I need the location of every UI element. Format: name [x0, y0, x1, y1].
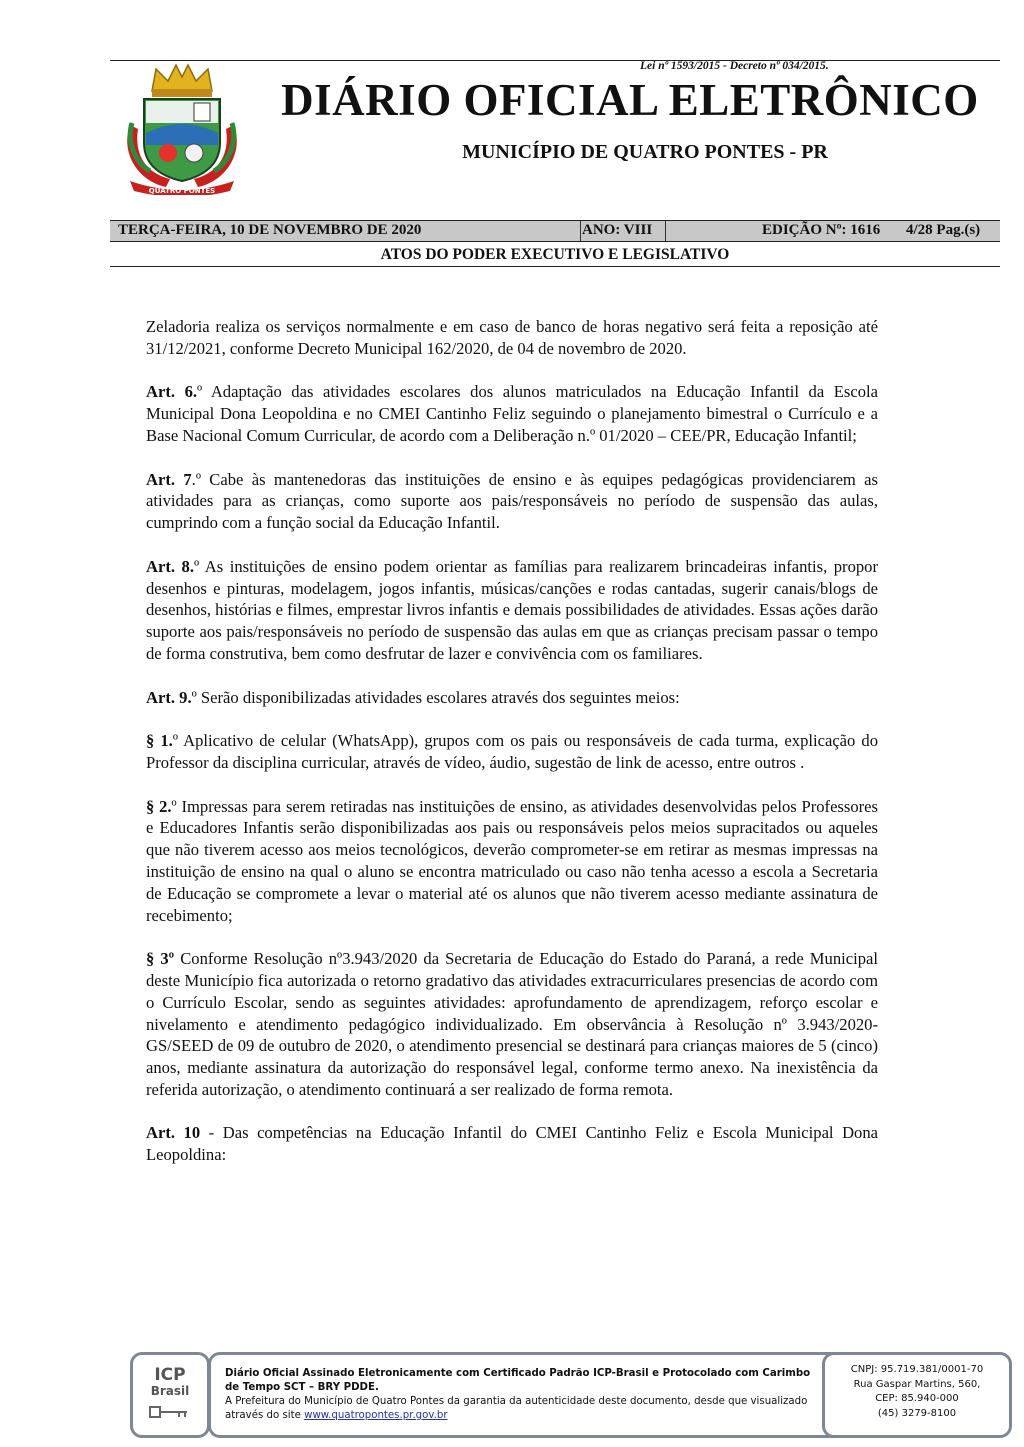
article-label: Art. 7	[146, 469, 192, 489]
icp-logo-subtext: Brasil	[150, 1384, 190, 1398]
divider	[665, 221, 666, 241]
paragraph	[146, 948, 878, 1101]
icp-brasil-logo	[130, 1352, 210, 1438]
section-title: ATOS DO PODER EXECUTIVO E LEGISLATIVO	[380, 246, 730, 263]
key-icon	[149, 1405, 191, 1419]
address: Rua Gaspar Martins, 560,	[853, 1378, 981, 1390]
paragraph-text: - Das competências na Educação Infantil do CMEI Cantinho Feliz e Escola Municipal Dona Leopoldina:	[146, 1123, 879, 1165]
paragraph	[146, 556, 878, 665]
header-top-rule	[110, 60, 1000, 61]
paragraph	[146, 469, 878, 534]
municipality-name: MUNICÍPIO DE QUATRO PONTES - PR	[462, 141, 828, 163]
paragraph	[146, 1122, 878, 1166]
edition-number: EDIÇÃO Nº: 1616	[762, 222, 881, 238]
crest-ribbon-text: QUATRO PONTES	[148, 187, 216, 195]
article-label: § 3º	[146, 949, 175, 969]
article-label: Art. 10	[146, 1123, 201, 1143]
page-title: DIÁRIO OFICIAL ELETRÔNICO	[281, 75, 979, 125]
certification-text: Diário Oficial Assinado Eletronicamente com Certificado Padrão ICP-Brasil e Protocolado com Carimbo de Tempo SCT – BRY PDDE.	[225, 1368, 811, 1393]
paragraph-text: º Adaptação das atividades escolares dos alunos matriculados na Educação Infantil da Escola Municipal Dona Leopoldina e no CMEI Cantinho Feliz seguindo o planejamento bimestral o Currículo e a Base Nacional Comum Curricular, de acordo com a Deliberação n.º 01/2020 – CEE/PR, Educação Infantil;	[146, 382, 879, 445]
article-label: Art. 9.	[146, 687, 192, 707]
cnpj: CNPJ: 95.719.381/0001-70	[850, 1364, 984, 1375]
paragraph-text: .º Cabe às mantenedoras das instituições de ensino e às equipes pedagógicas providenciarem as atividades para as crianças, como suporte aos pais/responsáveis no período de suspensão das aulas, cumprindo com a função social da Educação Infantil.	[146, 469, 879, 533]
page-count: 4/28 Pag.(s)	[906, 222, 981, 238]
paragraph	[146, 316, 878, 360]
contact-box	[822, 1352, 1012, 1438]
law-reference: Lei nº 1593/2015 - Decreto nº 034/2015.	[640, 60, 829, 72]
phone: (45) 3279-8100	[877, 1407, 957, 1419]
article-label: § 1.	[146, 731, 173, 751]
site-link[interactable]: www.quatropontes.pr.gov.br	[304, 1410, 448, 1421]
paragraph-text: º As instituições de ensino podem orientar as famílias para realizarem brincadeiras infantis, propor desenhos e pinturas, modelagem, jogos infantis, músicas/canções e rodas cantadas, sugerir canais/blogs de desenhos, histórias e filmes, emprestar livros infantis e demais possibilidades de atividades. Essas ações darão suporte aos pais/responsáveis no período de suspensão das aulas em que as crianças precisam passar o tempo de forma construtiva, bem como desfrutar de lazer e convivência com os familiares.	[146, 556, 878, 663]
municipal-crest-logo	[116, 63, 248, 195]
paragraph-text: º Aplicativo de celular (WhatsApp), grupos com os pais ou responsáveis de cada turma, explicação do Professor da disciplina curricular, através de vídeo, áudio, sugestão de link de acesso, entre outros .	[146, 731, 878, 772]
paragraph	[146, 381, 878, 446]
paragraph	[146, 687, 878, 709]
section-rule	[110, 266, 1000, 267]
paragraph-text: º Impressas para serem retiradas nas instituições de ensino, as atividades desenvolvidas pelos Professores e Educadores Infantis serão disponibilizadas aos pais ou responsáveis pelos meios supracitados ou aqueles que não tiverem acesso aos meios tecnológicos, deverão comprometer-se em retirar as mesmas impressas na instituição de ensino na qual o aluno se encontra matriculado ou caso não tenha acesso a escola a Secretaria de Educação se compromete a levar o material até os alunos que não tiverem acesso mediante assinatura de recebimento;	[146, 796, 878, 925]
publication-date: TERÇA-FEIRA, 10 DE NOVEMBRO DE 2020	[118, 222, 422, 238]
paragraph	[146, 730, 878, 774]
cep: CEP: 85.940-000	[875, 1393, 959, 1404]
edition-info-bar	[110, 220, 1000, 242]
article-label: § 2.	[146, 796, 172, 816]
paragraph-text: Conforme Resolução nº3.943/2020 da Secretaria de Educação do Estado do Paraná, a rede Municipal deste Município fica autorizada o retorno gradativo das atividades extracurriculares presencias de acordo com o Currículo Escolar, sendo as seguintes atividades: aprofundamento de aprendizagem, reforço escolar e nivelamento e atendimento pedagógico individualizado. Em observância à Resolução nº 3.943/2020-GS/SEED de 09 de outubro de 2020, o atendimento presencial se destinará para crianças maiores de 5 (cinco) anos, mediante assinatura da autorização do responsável legal, conforme termo anexo. Na inexistência da referida autorização, o atendimento continuará a ser realizado de forma remota.	[146, 949, 878, 1099]
document-body	[146, 316, 878, 1188]
divider	[580, 221, 581, 241]
article-label: Art. 6.	[146, 382, 198, 402]
footer	[130, 1352, 1012, 1438]
article-label: Art. 8.	[146, 556, 194, 576]
year-label: ANO: VIII	[582, 222, 653, 238]
paragraph-text: º Serão disponibilizadas atividades escolares através dos seguintes meios:	[191, 687, 680, 707]
paragraph-text: Zeladoria realiza os serviços normalmente e em caso de banco de horas negativo será feita a reposição até 31/12/2021, conforme Decreto Municipal 162/2020, de 04 de novembro de 2020.	[146, 317, 878, 358]
icp-logo-text: ICP	[154, 1365, 186, 1385]
authenticity-text: A Prefeitura do Município de Quatro Pontes da garantia da autenticidade deste documento, desde que visualizado através do site	[225, 1396, 808, 1421]
paragraph	[146, 796, 878, 927]
